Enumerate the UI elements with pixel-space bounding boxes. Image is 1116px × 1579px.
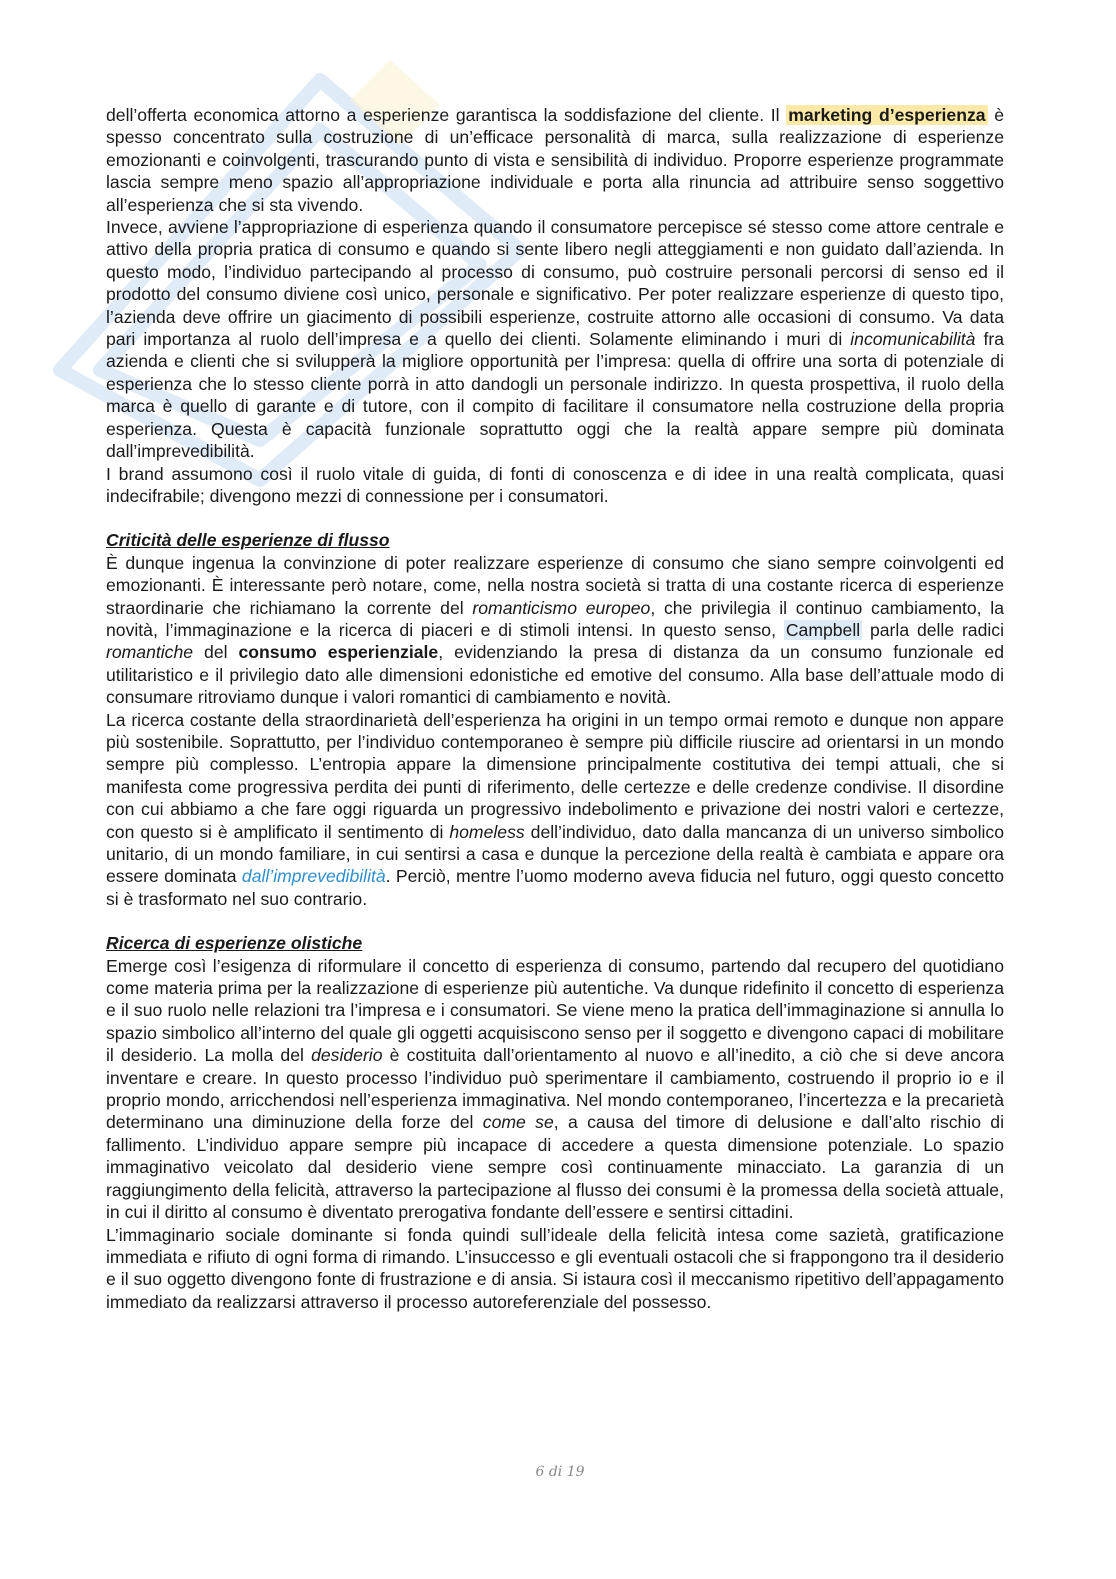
paragraph-5 — [106, 709, 1004, 911]
italic-term: come se — [482, 1112, 554, 1133]
text-run: , che privilegia il continuo cambiamento, la novità, l’immaginazione e la ricerca di piaceri e di stimoli intensi. In questo senso, — [106, 597, 1004, 640]
document-body — [106, 104, 1004, 1313]
bold-term: consumo esperienziale — [238, 642, 439, 663]
paragraph-6 — [106, 955, 1004, 1224]
text-run: parla delle radici — [862, 619, 1004, 640]
text-run: del — [193, 642, 239, 663]
paragraph-1 — [106, 104, 1004, 216]
paragraph-2 — [106, 216, 1004, 462]
text-run: , evidenziando la presa di distanza da un consumo funzionale ed utilitaristico e il privilegio dato alle dimensioni edonistiche ed emotive del consumo. Alla base dell’attuale modo di consumare ritroviamo dunque i valori romantici di cambiamento e novità. — [106, 642, 1004, 708]
highlight-marketing-esperienza: marketing d’esperienza — [788, 105, 986, 125]
section-heading-olistiche: Ricerca di esperienze olistiche — [106, 933, 363, 954]
text-run: Emerge così l’esigenza di riformulare il concetto di esperienza di consumo, partendo dal recupero del quotidiano come materia prima per la realizzazione di esperienze più autentiche. Va dunque ridefinito il concetto di esperienza e il suo ruolo nelle relazioni tra l’impresa e i consumatori. Se viene meno la pratica dell’immaginazione si annulla lo spazio simbolico all’interno del quale gli oggetti acquisiscono senso per il soggetto e divengono capaci di mobilitare il desiderio. La molla del — [106, 955, 1004, 1066]
paragraph-4 — [106, 552, 1004, 709]
paragraph-7: L’immaginario sociale dominante si fonda quindi sull’ideale della felicità intesa come sazietà, gratificazione immediata e rifiuto di ogni forma di rimando. L’insuccesso e gli eventuali ostacoli che si frappongono tra il desiderio e il suo oggetto divengono fonte di frustrazione e di ansia. Si istaura così il meccanismo ripetitivo dell’appagamento immediato da realizzarsi attraverso il processo autoreferenziale del possesso. — [106, 1224, 1004, 1312]
italic-term: desiderio — [311, 1045, 383, 1066]
paragraph-3: I brand assumono così il ruolo vitale di guida, di fonti di conoscenza e di idee in una realtà complicata, quasi indecifrabile; divengono mezzi di connessione per i consumatori. — [106, 463, 1004, 506]
text-run: Invece, avviene l’appropriazione di esperienza quando il consumatore percepisce sé stesso come attore centrale e attivo della propria pratica di consumo e quando si sente libero negli atteggiamenti e non guidato dall’azienda. In questo modo, l’individuo partecipando al processo di consumo, può costruire personali percorsi di senso ed il prodotto del consumo diviene così unico, personale e significativo. Per poter realizzare esperienze di questo tipo, l’azienda deve offrire un giacimento di possibili esperienze, costruite attorno alle occasioni di consumo. Va data pari importanza al ruolo dell’impresa e a quello dei clienti. Solamente eliminando i muri di — [106, 217, 1004, 350]
blue-italic-term: dall’imprevedibilità — [241, 866, 386, 887]
text-run: dell’individuo, dato dalla mancanza di un universo simbolico unitario, di un mondo familiare, in cui sentirsi a casa e dunque la percezione della realtà è cambiata e appare ora essere dominata — [106, 821, 1004, 887]
text-run: È dunque ingenua la convinzione di poter realizzare esperienze di consumo che siano sempre coinvolgenti ed emozionanti. È interessante però notare, come, nella nostra società si tratta di una costante ricerca di esperienze straordinarie che richiamano la corrente del — [106, 552, 1004, 618]
text-run: , a causa del timore di delusione e dall’alto rischio di fallimento. L’individuo appare sempre più incapace di accedere a questa dimensione potenziale. Lo spazio immaginativo veicolato dal desiderio viene sempre così continuamente minacciato. La garanzia di un raggiungimento della felicità, attraverso la partecipazione al flusso dei consumi è la promessa della società attuale, in cui il diritto al consumo è diventato prerogativa fondante dell’essere e sentirsi cittadini. — [106, 1112, 1005, 1223]
page-number: 6 di 19 — [535, 1464, 585, 1480]
text-run: La ricerca costante della straordinarietà dell’esperienza ha origini in un tempo ormai remoto e dunque non appare più sostenibile. Soprattutto, per l’individuo contemporaneo è sempre più difficile riuscire ad orientarsi in un mondo sempre più complesso. L’entropia appare la dimensione principalmente costitutiva dei tempi attuali, che si manifesta come progressiva perdita dei punti di riferimento, delle certezze e delle credenze condivise. Il disordine con cui abbiamo a che fare oggi riguarda un progressivo indebolimento e privazione dei nostri valori e certezze, con questo si è amplificato il sentimento di — [106, 709, 1004, 842]
italic-term: romantiche — [106, 642, 194, 663]
section-heading-criticita: Criticità delle esperienze di flusso — [106, 530, 390, 551]
italic-term: incomunicabilità — [850, 329, 976, 350]
text-run: dell’offerta economica attorno a esperienze garantisca la soddisfazione del cliente. Il — [106, 105, 787, 125]
highlight-campbell: Campbell — [785, 619, 861, 640]
text-run: . Perciò, mentre l’uomo moderno aveva fiducia nel futuro, oggi questo concetto si è trasformato nel suo contrario. — [106, 866, 1004, 909]
text-run: fra azienda e clienti che si svilupperà la migliore opportunità per l’impresa: quella di offrire una sorta di potenziale di esperienza che lo stesso cliente porrà in atto dandogli un personale indirizzo. In questa prospettiva, il ruolo della marca è quello di garante e di tutore, con il compito di facilitare il consumatore nella costruzione della propria esperienza. Questa è capacità funzionale soprattutto oggi che la realtà appare sempre più dominata dall’imprevedibilità. — [106, 329, 1005, 462]
text-run: è spesso concentrato sulla costruzione di un’efficace personalità di marca, sulla realizzazione di esperienze emozionanti e coinvolgenti, trascurando punto di vista e sensibilità di individuo. Proporre esperienze programmate lascia sempre meno spazio all’appropriazione individuale e porta alla rinuncia ad attribuire senso soggettivo all’esperienza che si sta vivendo. — [106, 105, 1004, 215]
italic-term: homeless — [449, 821, 525, 842]
italic-term: romanticismo europeo — [472, 597, 651, 618]
text-run: è costituita dall’orientamento al nuovo e all’inedito, a ciò che si deve ancora inventare e creare. In questo processo l’individuo può sperimentare il cambiamento, costruendo il proprio io e il proprio mondo, arricchendosi nell’esperienza immaginativa. Nel mondo contemporaneo, l’incertezza e la precarietà determinano una diminuzione della forze del — [106, 1045, 1004, 1133]
